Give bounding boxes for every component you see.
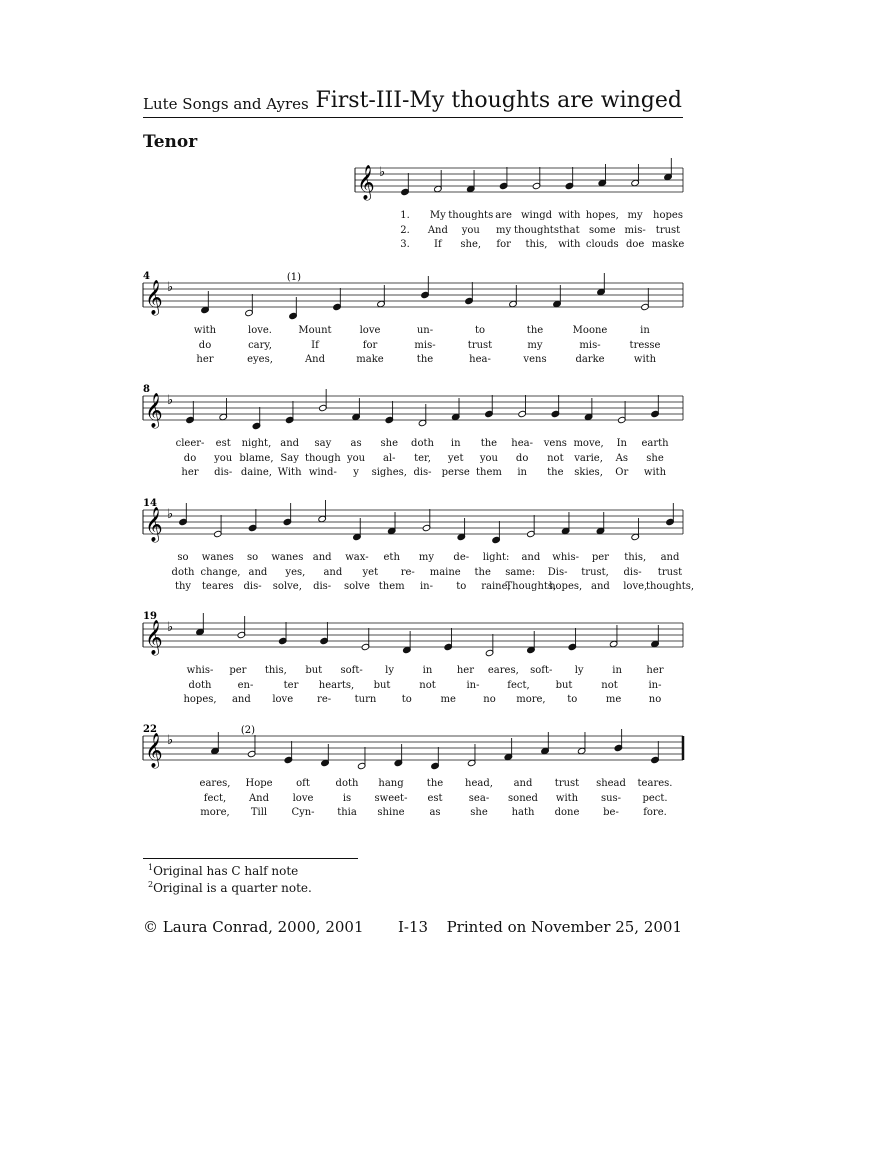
lyric-syllable: And [304, 354, 326, 365]
flat-icon: ♭ [167, 733, 174, 748]
lyric-syllable: my [527, 339, 543, 351]
lyric-syllable: and [231, 694, 251, 705]
page-title: First-III-My thoughts are winged [315, 88, 682, 113]
lyric-syllable: is [342, 792, 352, 804]
lyric-syllable: yet [447, 452, 464, 464]
lyric-syllable: love [359, 325, 381, 336]
treble-clef-icon: 𝄞 [145, 393, 163, 428]
collection-title: Lute Songs and Ayres [143, 95, 309, 113]
lyric-syllable: 3. [400, 239, 410, 250]
lyric-syllable: Moone [572, 325, 608, 336]
treble-clef-icon: 𝄞 [357, 165, 375, 200]
lyric-syllable: thia [337, 807, 357, 818]
lyric-syllable: wingd [520, 210, 553, 221]
lyric-syllable: varie, [574, 452, 603, 464]
music-system-6 [0, 716, 890, 826]
lyric-syllable: move, [573, 438, 604, 449]
lyric-syllable: And [248, 792, 270, 804]
lyric-syllable: and [248, 566, 268, 578]
lyric-syllable: ter, [414, 452, 431, 464]
lyric-syllable: teares. [637, 778, 673, 789]
lyric-syllable: fect, [203, 792, 227, 804]
lyric-syllable: perse [441, 467, 470, 478]
footnote-1: $^1$Original has C half note [148, 863, 299, 878]
lyric-syllable: the [426, 778, 444, 789]
lyric-syllable: in- [466, 679, 480, 691]
lyric-syllable: this, [525, 239, 548, 250]
lyric-syllable: trust [657, 566, 683, 578]
lyric-syllable: to [401, 694, 412, 705]
lyric-syllable: vens [543, 438, 567, 449]
lyric-syllable: and [591, 581, 610, 592]
lyric-syllable: but [373, 679, 391, 691]
lyric-syllable: dis- [214, 467, 233, 478]
lyric-syllable: so [177, 552, 189, 563]
measure-number: 14 [143, 498, 157, 509]
lyric-syllable: and [280, 438, 300, 449]
lyric-syllable: you [347, 452, 366, 464]
lyric-syllable: My [429, 210, 446, 221]
lyric-syllable: her [646, 665, 664, 676]
treble-clef-icon: 𝄞 [145, 620, 163, 655]
lyric-syllable: she [646, 452, 664, 464]
lyric-syllable: In [616, 438, 627, 449]
lyric-syllable: en- [237, 679, 254, 691]
lyric-syllable: my [496, 224, 512, 236]
lyric-syllable: with [558, 239, 581, 250]
lyric-syllable: oft [296, 778, 310, 789]
lyric-syllable: sus- [600, 792, 622, 804]
lyric-syllable: not [601, 679, 618, 691]
lyric-syllable: If [311, 339, 319, 351]
lyric-syllable: hopes, [549, 581, 583, 592]
lyric-syllable: vens [523, 354, 547, 365]
lyric-syllable: solve, [272, 581, 302, 592]
lyric-syllable: the [474, 566, 491, 578]
lyric-syllable: dis- [313, 581, 332, 592]
lyric-syllable: me [605, 694, 622, 705]
lyric-syllable: dis- [413, 467, 432, 478]
lyric-syllable: with [643, 467, 667, 478]
lyric-syllable: whis- [186, 665, 214, 676]
flat-icon: ♭ [167, 280, 174, 295]
lyric-syllable: not [419, 679, 436, 691]
page-number: I-13 [398, 918, 429, 936]
lyric-syllable: eares, [199, 778, 231, 789]
lyric-syllable: est [427, 792, 443, 804]
lyric-syllable: thoughts [514, 224, 559, 236]
lyric-syllable: fect, [507, 679, 530, 691]
lyric-syllable: in [640, 325, 650, 336]
treble-clef-icon: 𝄞 [145, 507, 163, 542]
lyric-syllable: mis- [624, 224, 646, 236]
lyric-syllable: with [555, 792, 579, 804]
lyric-syllable: eares, [487, 665, 519, 676]
lyric-syllable: re- [317, 694, 332, 705]
treble-clef-icon: 𝄞 [145, 733, 163, 768]
lyric-syllable: daine, [240, 467, 272, 478]
lyric-syllable: but [305, 665, 323, 676]
lyric-syllable: wax- [345, 552, 369, 563]
lyric-syllable: sweet- [374, 792, 408, 804]
lyric-syllable: the [416, 354, 434, 365]
lyric-syllable: Or [615, 467, 629, 478]
lyric-syllable: al- [383, 452, 396, 464]
lyric-syllable: With [277, 467, 302, 478]
lyric-syllable: trust, [581, 566, 609, 578]
lyric-syllable: maske [651, 239, 685, 250]
lyric-syllable: maine [429, 566, 461, 578]
lyric-syllable: the [480, 438, 498, 449]
lyric-syllable: hopes, [183, 694, 217, 705]
lyric-syllable: doth [335, 778, 359, 789]
lyric-syllable: me [440, 694, 456, 705]
lyric-syllable: whis- [552, 552, 579, 563]
lyric-syllable: hea- [511, 438, 533, 449]
lyric-syllable: in [612, 665, 622, 676]
lyric-syllable: and [312, 552, 332, 563]
lyric-syllable: same: [505, 566, 536, 578]
lyric-syllable: blame, [239, 452, 274, 464]
lyric-syllable: hea- [469, 354, 491, 365]
lyric-syllable: solve [343, 581, 370, 592]
lyric-syllable: say [314, 438, 332, 449]
lyric-syllable: yet [362, 566, 379, 578]
lyric-syllable: with [558, 210, 581, 221]
lyric-syllable: mis- [579, 339, 601, 351]
lyric-syllable: fore. [643, 807, 667, 818]
lyric-syllable: doth [188, 679, 212, 691]
lyric-syllable: love [272, 694, 294, 705]
lyric-syllable: y [353, 467, 359, 478]
lyric-syllable: shead [596, 778, 626, 789]
lyric-syllable: she [470, 807, 488, 818]
lyric-syllable: change, [200, 566, 241, 578]
lyric-syllable: sea- [468, 792, 490, 804]
lyric-syllable: trust [554, 778, 580, 789]
lyric-syllable: Till [250, 807, 268, 818]
lyric-syllable: trust [655, 224, 681, 236]
lyric-syllable: but [555, 679, 573, 691]
lyric-syllable: you [214, 452, 233, 464]
lyric-syllable: her [181, 467, 199, 478]
lyric-syllable: doe [625, 239, 645, 250]
lyric-syllable: to [456, 581, 467, 592]
lyric-syllable: ter [283, 679, 299, 691]
print-date: Printed on November 25, 2001 [446, 918, 682, 936]
lyric-syllable: no [483, 694, 496, 705]
lyric-syllable: Cyn- [291, 807, 315, 818]
lyric-syllable: more, [200, 807, 230, 818]
lyric-syllable: not [547, 452, 564, 464]
lyric-syllable: and [660, 552, 680, 563]
lyric-syllable: trust [467, 339, 493, 351]
lyric-syllable: thy [174, 581, 192, 592]
lyric-syllable: wanes [201, 552, 234, 563]
lyric-syllable: so [246, 552, 259, 563]
footnote-2: $^2$Original is a quarter note. [148, 880, 312, 895]
lyric-syllable: As [615, 452, 628, 464]
lyric-syllable: est [215, 438, 231, 449]
lyric-syllable: raine; [481, 581, 511, 592]
lyric-syllable: re- [400, 566, 415, 578]
lyric-syllable: with [633, 354, 657, 365]
lyric-syllable: no [648, 694, 662, 705]
lyric-syllable: soft- [340, 665, 363, 676]
flat-icon: ♭ [379, 165, 386, 180]
measure-number: 4 [143, 271, 150, 282]
lyric-syllable: per [229, 665, 247, 676]
lyric-syllable: wind- [308, 467, 337, 478]
lyric-syllable: and [513, 778, 533, 789]
lyric-syllable: for [496, 239, 511, 250]
flat-icon: ♭ [167, 393, 174, 408]
music-system-2 [0, 263, 890, 373]
lyric-syllable: in [450, 438, 461, 449]
lyric-syllable: as [429, 807, 441, 818]
lyric-syllable: sighes, [371, 467, 407, 478]
lyric-syllable: for [362, 339, 378, 351]
lyric-syllable: this, [624, 552, 647, 563]
lyric-syllable: per [591, 552, 609, 563]
lyric-syllable: hang [378, 778, 404, 789]
lyric-syllable: turn [354, 694, 377, 705]
footnote-rule [143, 858, 358, 859]
footnote-mark: (2) [240, 725, 256, 736]
music-system-4 [0, 490, 890, 600]
copyright: © Laura Conrad, 2000, 2001 [143, 918, 364, 936]
lyric-syllable: do [198, 339, 212, 351]
flat-icon: ♭ [167, 620, 174, 635]
music-system-1 [0, 148, 890, 258]
lyric-syllable: teares [201, 581, 234, 592]
lyric-syllable: them [378, 581, 405, 592]
lyric-syllable: as [350, 438, 362, 449]
lyric-syllable: ly [574, 665, 584, 676]
lyric-syllable: her [456, 665, 474, 676]
lyric-syllable: clouds [585, 239, 619, 250]
lyric-syllable: some [588, 224, 616, 236]
lyric-syllable: cleer- [175, 438, 205, 449]
lyric-syllable: to [474, 325, 486, 336]
lyric-syllable: doth [171, 566, 195, 578]
lyric-syllable: love. [248, 325, 272, 336]
lyric-syllable: them [475, 467, 502, 478]
lyric-syllable: are [495, 210, 512, 221]
lyric-syllable: earth [641, 438, 669, 449]
measure-number: 22 [143, 724, 157, 735]
measure-number: 8 [143, 384, 150, 395]
lyric-syllable: Dis- [547, 566, 568, 578]
lyric-syllable: the [547, 467, 564, 478]
lyric-syllable: skies, [574, 467, 603, 478]
lyric-syllable: more, [516, 694, 546, 705]
lyric-syllable: 2. [400, 224, 410, 236]
lyric-syllable: and [323, 566, 343, 578]
lyric-syllable: make [356, 354, 384, 365]
lyric-syllable: my [627, 210, 643, 221]
lyric-syllable: that [559, 224, 580, 236]
lyric-syllable: with [193, 325, 217, 336]
lyric-syllable: in- [419, 581, 434, 592]
lyric-syllable: mis- [414, 339, 436, 351]
lyric-syllable: you [461, 224, 480, 236]
lyric-syllable: eth [383, 552, 400, 563]
lyric-syllable: hopes [653, 210, 683, 221]
footnote-mark: (1) [286, 272, 302, 283]
lyric-syllable: 1. [400, 210, 410, 221]
lyric-syllable: love [292, 792, 314, 804]
lyric-syllable: Hope [245, 778, 273, 789]
lyric-syllable: dis- [243, 581, 262, 592]
lyric-syllable: be- [603, 807, 619, 818]
lyric-syllable: de- [453, 552, 470, 563]
lyric-syllable: hath [511, 807, 535, 818]
header-rule [143, 117, 683, 118]
lyric-syllable: yes, [285, 566, 306, 578]
lyric-syllable: hopes, [585, 210, 619, 221]
lyric-syllable: cary, [248, 339, 272, 351]
lyric-syllable: and [521, 552, 541, 563]
lyric-syllable: un- [416, 325, 434, 336]
lyric-syllable: eyes, [247, 354, 273, 365]
lyric-syllable: tresse [629, 339, 661, 351]
lyric-syllable: Say [280, 452, 299, 464]
part-name: Tenor [143, 132, 198, 152]
lyric-syllable: wanes [271, 552, 304, 563]
lyric-syllable: do [515, 452, 529, 464]
lyric-syllable: though [304, 452, 341, 464]
lyric-syllable: darke [575, 354, 605, 365]
lyric-syllable: love, [623, 581, 648, 592]
lyric-syllable: night, [241, 438, 272, 449]
lyric-syllable: thoughts, [645, 581, 695, 592]
lyric-syllable: to [567, 694, 578, 705]
treble-clef-icon: 𝄞 [145, 280, 163, 315]
lyric-syllable: this, [264, 665, 287, 676]
lyric-syllable: soned [508, 792, 538, 804]
lyric-syllable: done [554, 807, 580, 818]
lyric-syllable: do [183, 452, 197, 464]
lyric-syllable: Mount [298, 325, 332, 336]
lyric-syllable: light: [482, 552, 510, 563]
lyric-syllable: thoughts [448, 210, 494, 221]
lyric-syllable: in [517, 467, 527, 478]
lyric-syllable: If [434, 239, 442, 250]
lyric-syllable: Thoughts, [505, 581, 557, 592]
lyric-syllable: you [479, 452, 498, 464]
lyric-syllable: hearts, [318, 679, 355, 691]
lyric-syllable: dis- [623, 566, 642, 578]
lyric-syllable: head, [465, 778, 493, 789]
lyric-syllable: ly [385, 665, 395, 676]
flat-icon: ♭ [167, 507, 174, 522]
lyric-syllable: And [427, 224, 448, 236]
lyric-syllable: soft- [530, 665, 553, 676]
lyric-syllable: she [380, 438, 399, 449]
lyric-syllable: the [526, 325, 544, 336]
lyric-syllable: her [196, 354, 214, 365]
lyric-syllable: in- [648, 679, 662, 691]
lyric-syllable: my [418, 552, 435, 563]
lyric-syllable: she, [460, 239, 482, 250]
measure-number: 19 [143, 611, 157, 622]
lyric-syllable: in [422, 665, 433, 676]
lyric-syllable: shine [377, 807, 405, 818]
lyric-syllable: pect. [642, 792, 668, 804]
lyric-syllable: doth [411, 438, 434, 449]
